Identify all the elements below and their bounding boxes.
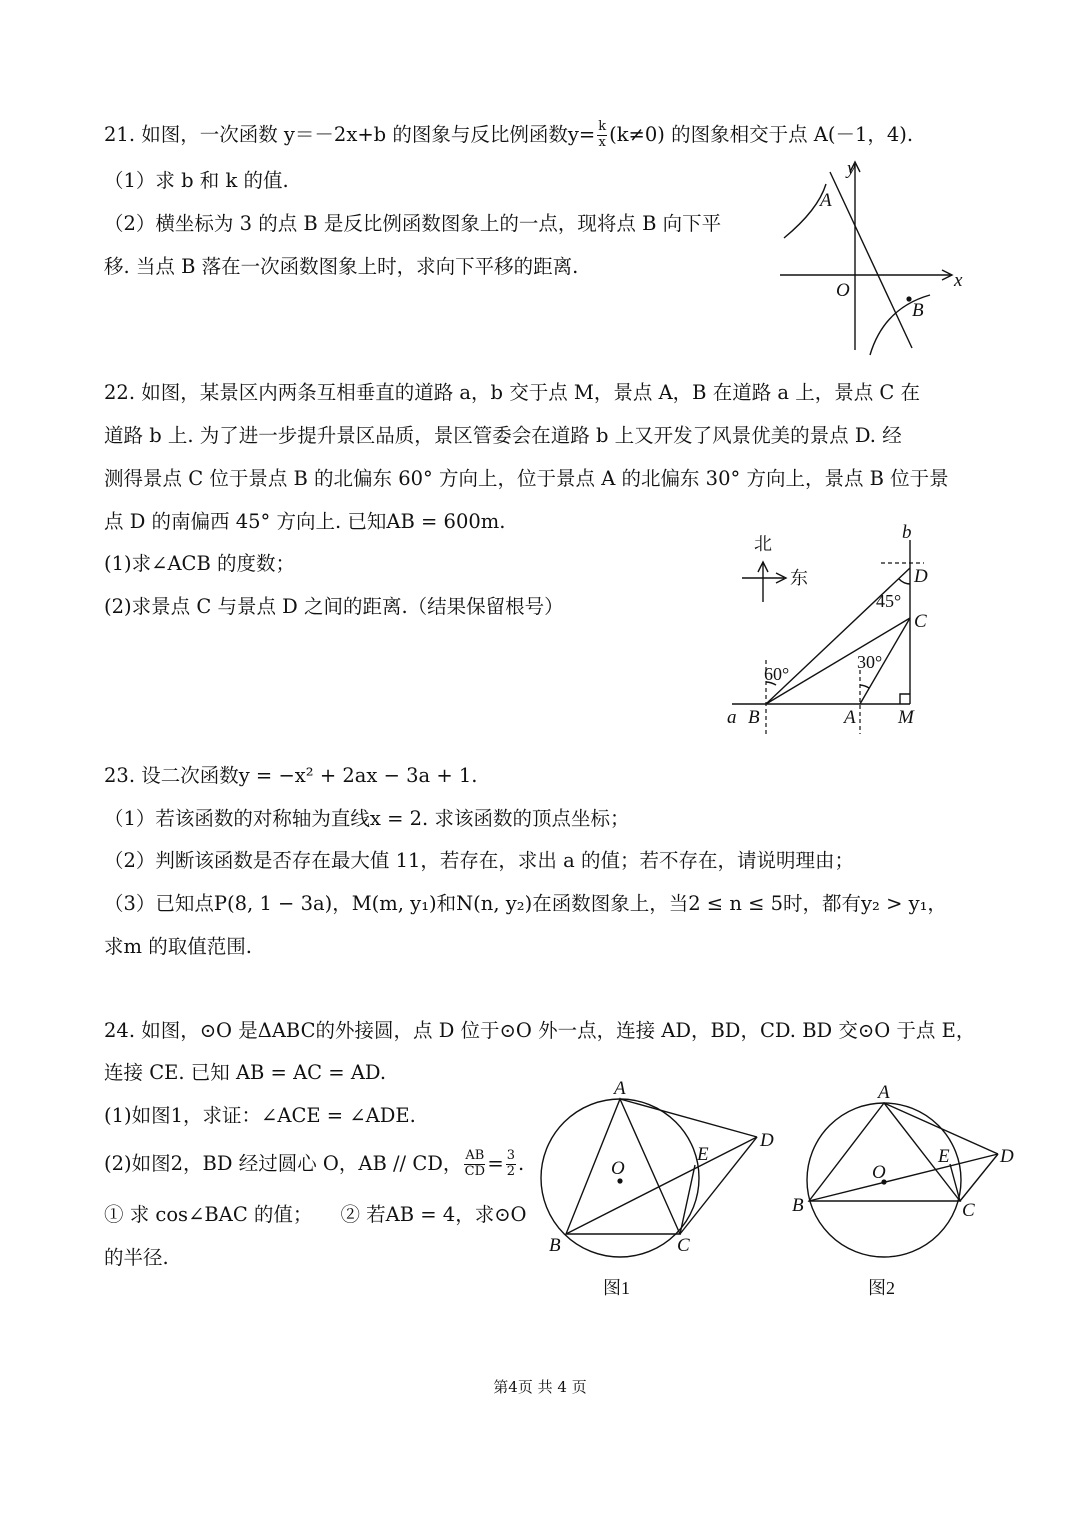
q24-sub-1: ① 求 cos∠BAC 的值；: [104, 1203, 313, 1226]
q21-part-2-line-2: 移. 当点 B 落在一次函数图象上时，求向下平移的距离.: [104, 255, 579, 278]
q22-angle-45-arc: [899, 579, 910, 584]
q21-figure: [770, 150, 1000, 355]
q21-frac-num: k: [598, 119, 607, 134]
q22-part-1: (1)求∠ACB 的度数；: [104, 552, 295, 575]
q21-point-b: [906, 296, 911, 301]
q22-label-a: A: [844, 707, 856, 728]
q24-fig2-label-a: A: [878, 1082, 890, 1103]
q24-fig1-label-e: E: [697, 1144, 709, 1165]
q22-label-road-a: a: [727, 707, 737, 728]
q24-fig1-label-d: D: [760, 1130, 774, 1151]
q22-label-m: M: [898, 707, 914, 728]
q22-label-d: D: [914, 566, 928, 587]
q21-part-1: （1）求 b 和 k 的值.: [104, 169, 289, 192]
q21-fraction: [597, 120, 607, 151]
q22-label-north: 北: [754, 534, 772, 554]
q22-label-45: 45°: [876, 591, 902, 611]
q21-stem-a: 21. 如图，一次函数 y＝－2x+b 的图象与反比例函数: [104, 122, 568, 146]
q22-angle-30-arc: [860, 685, 869, 688]
q24-fig2-segment-cd: [960, 1154, 998, 1201]
q21-label-a: A: [820, 190, 832, 211]
q22-label-60: 60°: [764, 664, 790, 684]
q24-fig2-caption: 图2: [868, 1278, 895, 1298]
q22-label-c: C: [914, 611, 927, 632]
q24-fig1-label-o: O: [611, 1158, 625, 1179]
q21-frac-den: x: [598, 134, 606, 150]
q22-part-2: (2)求景点 C 与景点 D 之间的距离.（结果保留根号）: [104, 595, 564, 618]
q21-line-1: [104, 120, 913, 151]
q22-line-4: 点 D 的南偏西 45° 方向上. 已知AB = 600m.: [104, 510, 506, 533]
q24-line-1: 24. 如图，⊙O 是ΔABC的外接圆，点 D 位于⊙O 外一点，连接 AD，BD，CD. BD 交⊙O 于点 E，: [104, 1019, 976, 1042]
q22-right-angle-mark: [900, 694, 910, 704]
q24-part-2-sub-end: 的半径.: [104, 1246, 169, 1269]
q24-part-2: [104, 1149, 524, 1180]
q23-line-1: 23. 设二次函数y = −x² + 2ax − 3a + 1.: [104, 764, 478, 787]
q24-part-1: (1)如图1，求证：∠ACE = ∠ADE.: [104, 1104, 416, 1127]
q21-stem-b: (k≠0) 的图象相交于点 A(－1，4).: [609, 122, 914, 146]
q24-figure-1: [535, 1080, 785, 1305]
q21-linear-function: [830, 172, 912, 348]
q23-part-3-line-1: （3）已知点P(8, 1 − 3a)，M(m, y₁)和N(n, y₂)在函数图象上，当2 ≤ n ≤ 5时，都有y₂ > y₁，: [104, 892, 947, 915]
q21-func-prefix: y=: [567, 122, 596, 146]
q24-fraction-ab-cd: [464, 1149, 485, 1180]
q24-fig1-segment-bd: [566, 1137, 757, 1234]
q22-figure: [718, 520, 968, 740]
q24-figure-2: [786, 1080, 1026, 1305]
q22-line-2: 道路 b 上. 为了进一步提升景区品质，景区管委会在道路 b 上又开发了风景优美的景点 D. 经: [104, 424, 902, 447]
q22-label-east: 东: [790, 568, 808, 588]
q24-fraction-3-2: [506, 1149, 516, 1180]
q24-frac2-num: 3: [506, 1148, 515, 1163]
q22-line-1: 22. 如图，某景区内两条互相垂直的道路 a，b 交于点 M，景点 A，B 在道路 a 上，景点 C 在: [104, 381, 921, 404]
q23-part-3-line-2: 求m 的取值范围.: [104, 935, 252, 958]
q24-fig1-label-b: B: [549, 1235, 561, 1256]
q24-part-2-sub: [104, 1205, 527, 1225]
page-footer: 第4页 共 4 页: [493, 1378, 587, 1396]
q24-frac1-den: CD: [464, 1163, 486, 1179]
q21-label-b: B: [912, 300, 924, 321]
q24-fig2-label-o: O: [872, 1162, 886, 1183]
q21-part-2-line-1: （2）横坐标为 3 的点 B 是反比例函数图象上的一点，现将点 B 向下平: [104, 212, 722, 235]
q24-fig1-segment-cd: [680, 1137, 757, 1234]
q22-label-30: 30°: [857, 652, 883, 672]
q24-fig1-center-point: [617, 1178, 622, 1183]
q24-period: .: [517, 1151, 525, 1175]
q22-segment-bc: [766, 618, 910, 704]
q24-fig2-segment-bd: [809, 1154, 998, 1201]
q24-fig2-label-b: B: [792, 1195, 804, 1216]
q22-line-3: 测得景点 C 位于景点 B 的北偏东 60° 方向上，位于景点 A 的北偏东 30° 方向上，景点 B 位于景: [104, 467, 949, 490]
q24-line-2: 连接 CE. 已知 AB = AC = AD.: [104, 1061, 387, 1084]
q21-label-y: y: [847, 158, 856, 179]
q23-part-1: （1）若该函数的对称轴为直线x = 2. 求该函数的顶点坐标；: [104, 807, 630, 830]
q22-label-b: B: [748, 707, 760, 728]
q24-fig2-label-d: D: [1000, 1146, 1014, 1167]
q24-fig1-caption: 图1: [603, 1278, 630, 1298]
q24-fig1-label-a: A: [614, 1078, 626, 1099]
q24-frac2-den: 2: [506, 1163, 515, 1179]
q24-part-2-text: (2)如图2，BD 经过圆心 O，AB // CD，: [104, 1151, 463, 1175]
q23-part-2: （2）判断该函数是否存在最大值 11，若存在，求出 a 的值；若不存在，请说明理由；: [104, 849, 854, 872]
q21-label-o: O: [836, 280, 850, 301]
q24-fig1-segment-ad: [620, 1099, 757, 1137]
q24-frac1-num: AB: [465, 1148, 485, 1163]
q24-equals: =: [487, 1151, 504, 1175]
q22-label-road-b: b: [902, 522, 912, 543]
q24-fig2-label-e: E: [938, 1146, 950, 1167]
q24-fig2-label-c: C: [962, 1200, 975, 1221]
q21-label-x: x: [954, 270, 963, 291]
q24-fig1-label-c: C: [677, 1235, 690, 1256]
q24-sub-2: ② 若AB = 4，求⊙O: [340, 1203, 527, 1226]
